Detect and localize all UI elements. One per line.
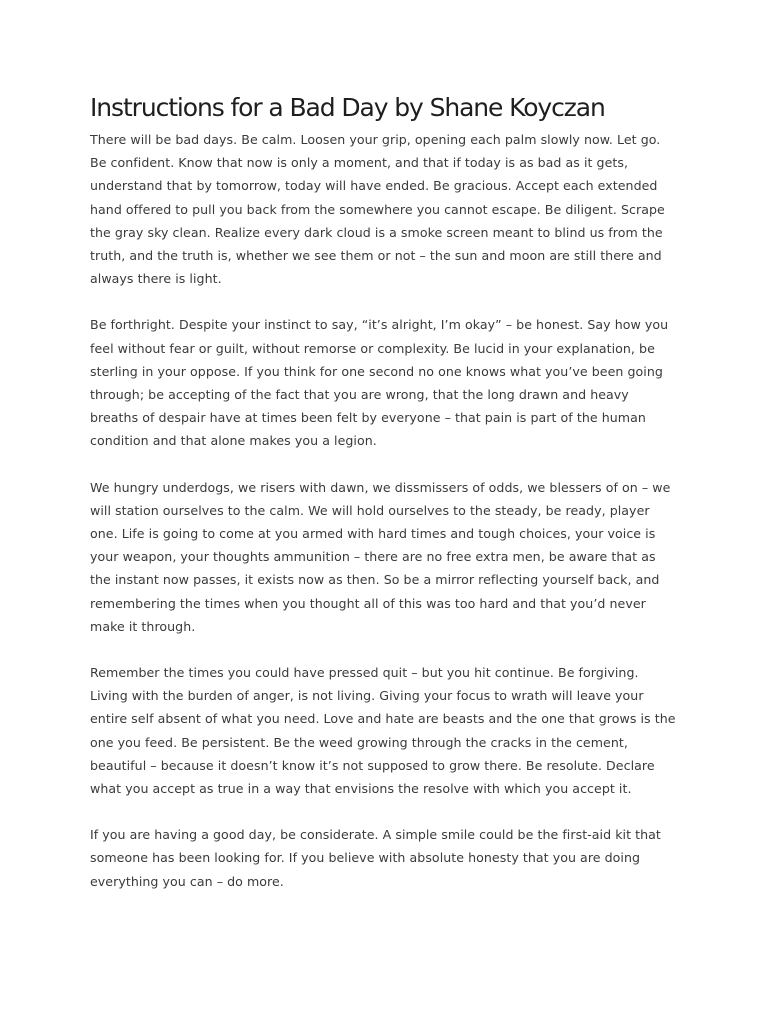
paragraph-line: entire self absent of what you need. Love and hate are beasts and the one that grows is the [90,711,676,727]
paragraph-line: truth, and the truth is, whether we see them or not – the sun and moon are still there and [90,248,662,264]
paragraph-line: feel without fear or guilt, without remorse or complexity. Be lucid in your explanation, be [90,340,655,356]
paragraph-line: There will be bad days. Be calm. Loosen your grip, opening each palm slowly now. Let go. [90,132,661,147]
paragraph [90,823,680,893]
paragraph-line: Be confident. Know that now is only a moment, and that if today is as bad as it gets, [90,155,629,171]
paragraph-line: one you feed. Be persistent. Be the weed growing through the cracks in the cement, [90,734,628,750]
paragraph-line: the instant now passes, it exists now as then. So be a mirror reflecting yourself back, and [90,572,660,588]
paragraph-line: always there is light. [90,271,222,287]
paragraph-line: condition and that alone makes you a legion. [90,433,377,449]
paragraph-line: If you are having a good day, be considerate. A simple smile could be the first-aid kit that [90,827,661,843]
paragraph [90,128,680,290]
paragraph-line: someone has been looking for. If you believe with absolute honesty that you are doing [90,850,641,866]
paragraph-line: make it through. [90,618,196,634]
document-content [90,92,680,916]
paragraph-line: remembering the times when you thought all of this was too hard and that you’d never [90,595,646,611]
paragraph-line: one. Life is going to come at you armed with hard times and tough choices, your voice is [90,526,656,542]
paragraph-line: Living with the burden of anger, is not living. Giving your focus to wrath will leave your [90,688,644,704]
paragraph [90,313,680,452]
paragraph-line: through; be accepting of the fact that you are wrong, that the long drawn and heavy [90,387,629,403]
paragraph-line: will station ourselves to the calm. We will hold ourselves to the steady, be ready, player [90,502,650,518]
paragraph [90,661,680,800]
paragraph-line: everything you can – do more. [90,873,284,889]
paragraph-line: what you accept as true in a way that envisions the resolve with which you accept it. [90,781,632,797]
paragraph-line: We hungry underdogs, we risers with dawn, we dissmissers of odds, we blessers of on – we [90,479,671,495]
paragraph-line: sterling in your oppose. If you think for one second no one knows what you’ve been going [90,363,663,379]
document-body [90,128,680,893]
paragraph-line: hand offered to pull you back from the somewhere you cannot escape. Be diligent. Scrape [90,201,665,217]
paragraph-line: breaths of despair have at times been felt by everyone – that pain is part of the human [90,410,646,426]
paragraph-line: Be forthright. Despite your instinct to say, “it’s alright, I’m okay” – be honest. Say how you [90,317,669,333]
document-title: Instructions for a Bad Day by Shane Koyczan [90,93,605,122]
paragraph-line: the gray sky clean. Realize every dark cloud is a smoke screen meant to blind us from the [90,224,663,240]
paragraph-line: your weapon, your thoughts ammunition – there are no free extra men, be aware that as [90,549,656,565]
paragraph-line: beautiful – because it doesn’t know it’s not supposed to grow there. Be resolute. Declare [90,757,655,773]
paragraph-line: understand that by tomorrow, today will have ended. Be gracious. Accept each extended [90,178,658,194]
paragraph [90,476,680,638]
paragraph-line: Remember the times you could have pressed quit – but you hit continue. Be forgiving. [90,665,639,681]
